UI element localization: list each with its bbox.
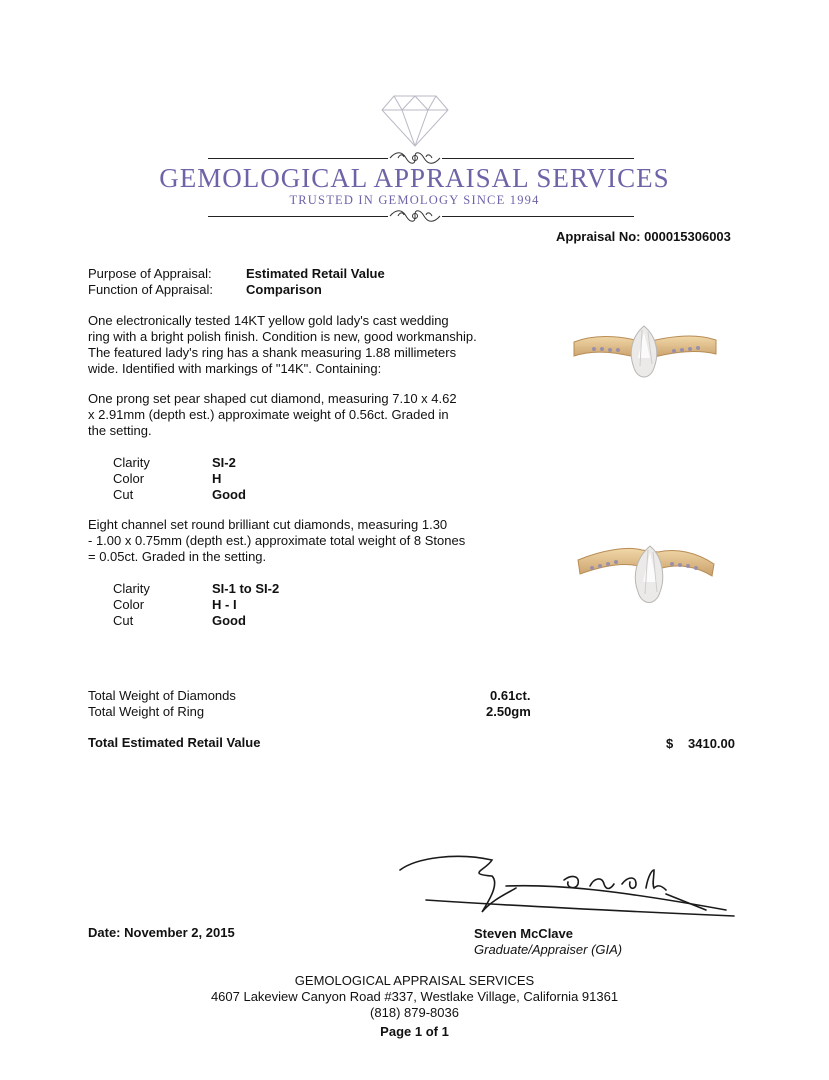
description-line: One electronically tested 14KT yellow gold lady's cast wedding: [88, 313, 449, 328]
center-stone-line: One prong set pear shaped cut diamond, measuring 7.10 x 4.62: [88, 391, 457, 406]
center-cut-label: Cut: [113, 487, 134, 502]
ring-photo-top: [570, 318, 720, 398]
footer-phone: (818) 879-8036: [370, 1005, 459, 1020]
center-stone-line: the setting.: [88, 423, 152, 438]
flourish-icon: [388, 207, 442, 225]
function-label: Function of Appraisal:: [88, 282, 214, 297]
side-color-value: H - I: [212, 597, 237, 612]
function-value: Comparison: [246, 282, 322, 297]
logo-top-rule-right: [442, 158, 634, 159]
page-number: Page 1 of 1: [380, 1024, 449, 1039]
side-stones-line: - 1.00 x 0.75mm (depth est.) approximate total weight of 8 Stones: [88, 533, 466, 548]
total-retail-label: Total Estimated Retail Value: [88, 735, 261, 750]
side-cut-value: Good: [212, 613, 246, 628]
footer-address: 4607 Lakeview Canyon Road #337, Westlake Village, California 91361: [210, 989, 619, 1004]
center-cut-value: Good: [212, 487, 246, 502]
purpose-value: Estimated Retail Value: [246, 266, 385, 281]
side-color-label: Color: [113, 597, 145, 612]
description-line: The featured lady's ring has a shank measuring 1.88 millimeters: [88, 345, 457, 360]
center-color-value: H: [212, 471, 222, 486]
appraiser-name: Steven McClave: [474, 926, 573, 941]
total-ring-value: 2.50gm: [486, 704, 531, 719]
logo-top-rule-left: [208, 158, 388, 159]
purpose-label: Purpose of Appraisal:: [88, 266, 212, 281]
center-clarity-value: SI-2: [212, 455, 236, 470]
company-tagline: TRUSTED IN GEMOLOGY SINCE 1994: [289, 193, 540, 207]
footer-company: GEMOLOGICAL APPRAISAL SERVICES: [294, 973, 535, 988]
description-line: ring with a bright polish finish. Condition is new, good workmanship.: [88, 329, 477, 344]
appraiser-title: Graduate/Appraiser (GIA): [474, 942, 623, 957]
center-stone-description: [88, 391, 508, 439]
ring-photo-bottom: [572, 530, 722, 614]
logo-bottom-rule-right: [442, 216, 634, 217]
currency-symbol: $: [666, 736, 674, 751]
total-ring-label: Total Weight of Ring: [88, 704, 205, 719]
company-name: GEMOLOGICAL APPRAISAL SERVICES: [159, 163, 670, 193]
item-description: [88, 313, 508, 377]
logo-bottom-rule-left: [208, 216, 388, 217]
center-clarity-label: Clarity: [113, 455, 150, 470]
total-diamonds-label: Total Weight of Diamonds: [88, 688, 236, 703]
signature: [396, 850, 746, 920]
side-stones-line: = 0.05ct. Graded in the setting.: [88, 549, 267, 564]
side-clarity-value: SI-1 to SI-2: [212, 581, 280, 596]
side-cut-label: Cut: [113, 613, 134, 628]
side-clarity-label: Clarity: [113, 581, 150, 596]
center-color-label: Color: [113, 471, 145, 486]
diamond-icon: [380, 92, 450, 148]
total-retail-value: 3410.00: [688, 736, 735, 751]
center-stone-line: x 2.91mm (depth est.) approximate weight of 0.56ct. Graded in: [88, 407, 449, 422]
appraisal-number: Appraisal No: 000015306003: [556, 229, 731, 244]
side-stones-line: Eight channel set round brilliant cut diamonds, measuring 1.30: [88, 517, 448, 532]
appraisal-date: Date: November 2, 2015: [88, 925, 235, 940]
side-stones-description: [88, 517, 518, 565]
description-line: wide. Identified with markings of "14K". Containing:: [88, 361, 382, 376]
total-diamonds-value: 0.61ct.: [490, 688, 531, 703]
